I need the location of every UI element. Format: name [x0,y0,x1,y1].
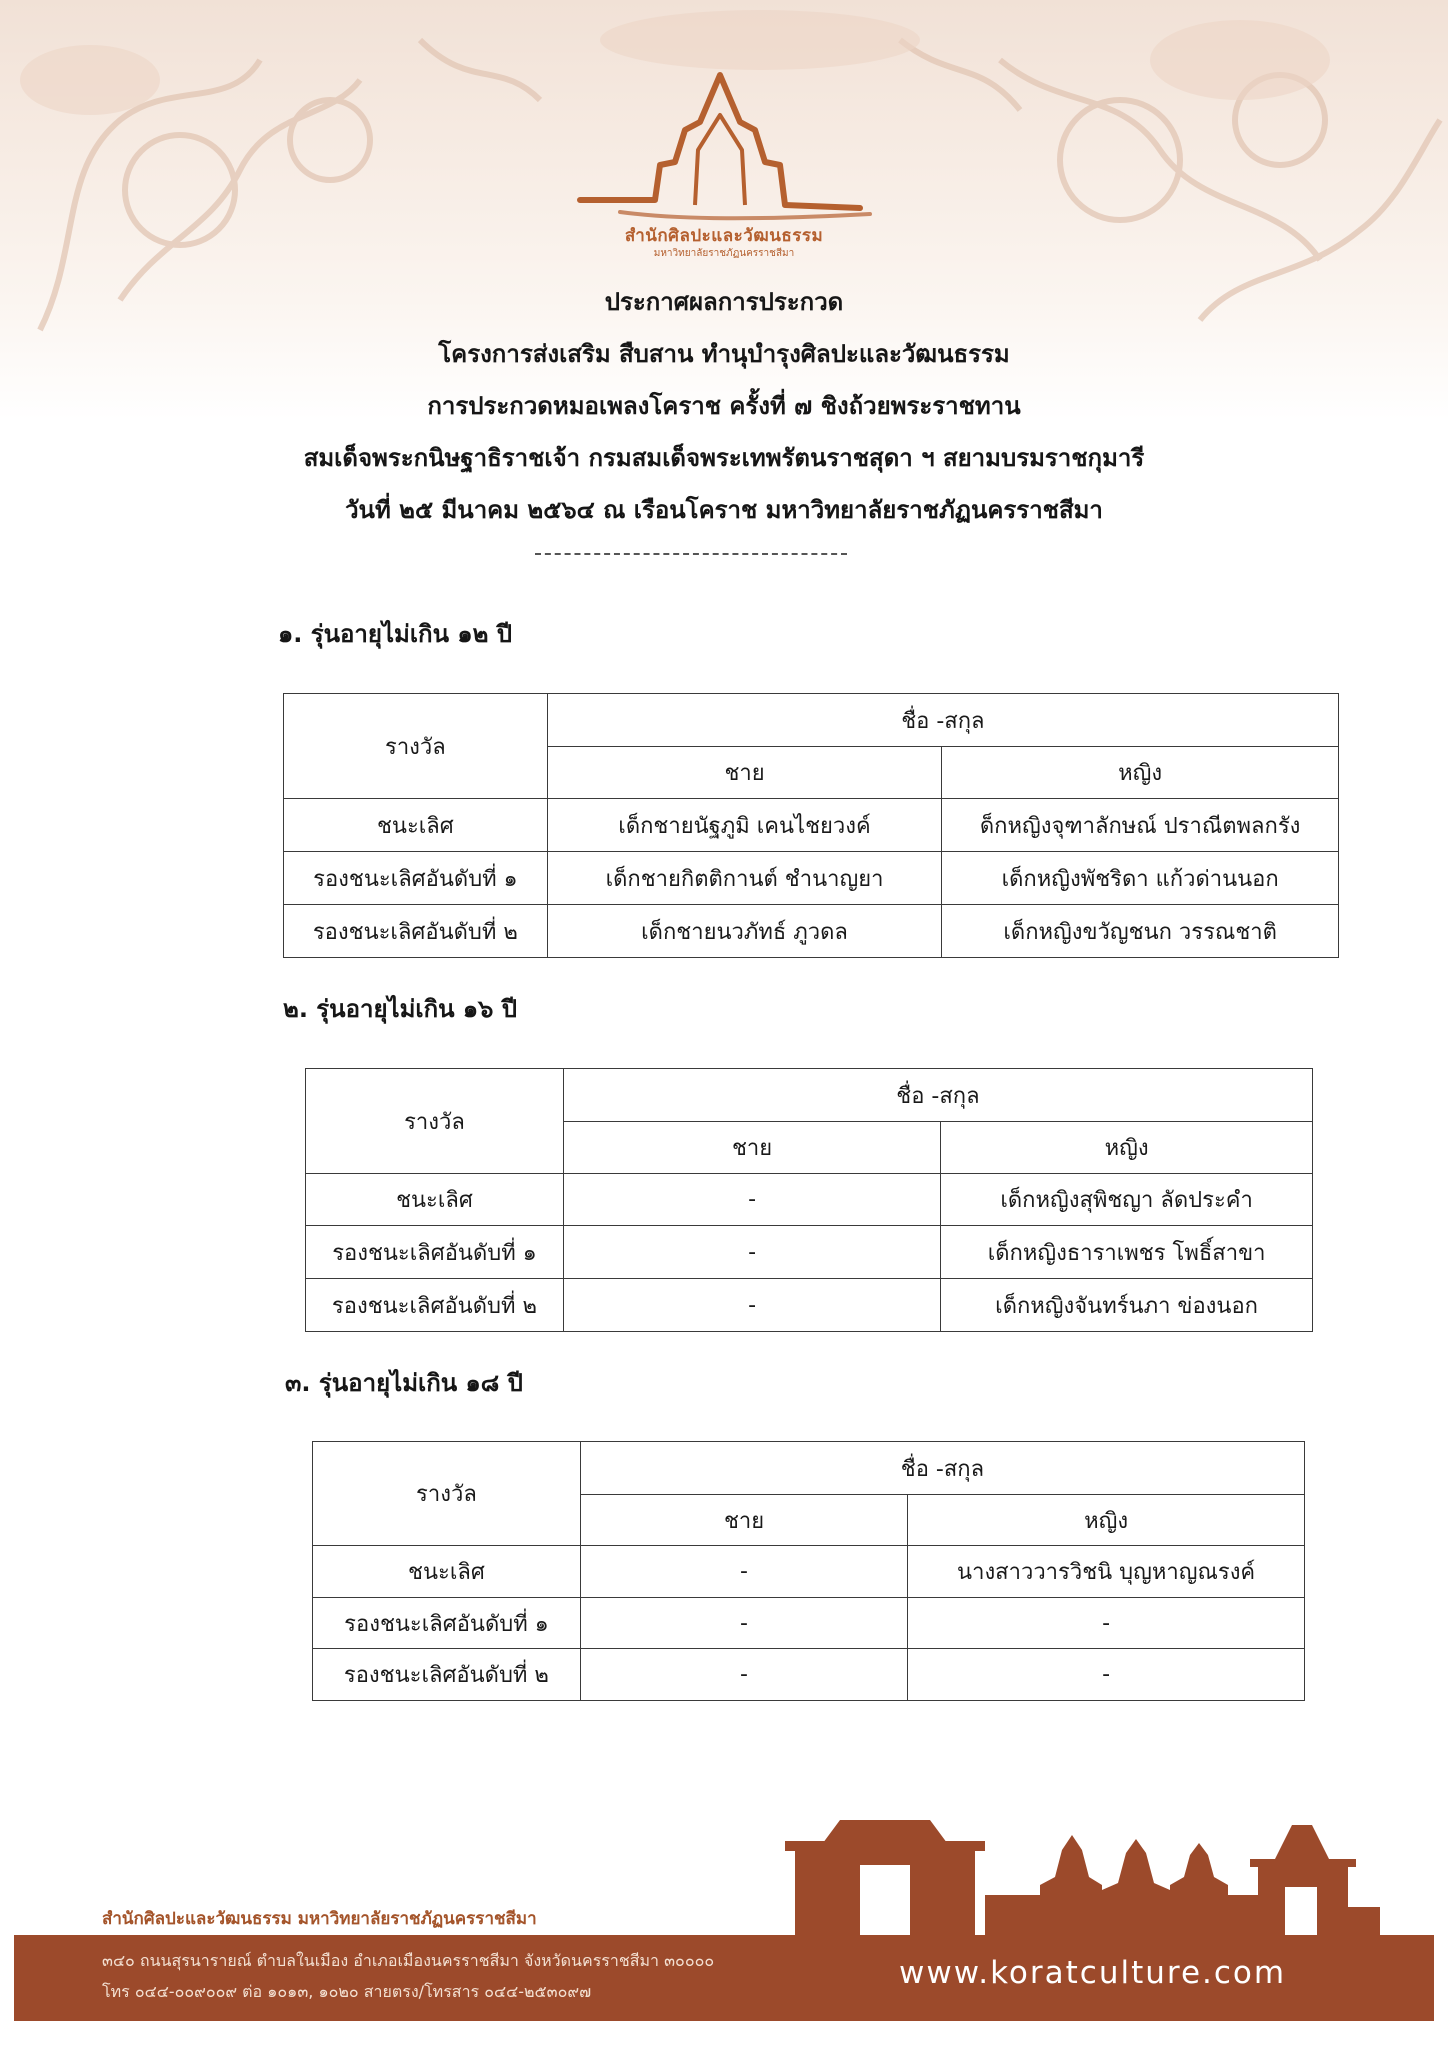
female-name-cell: เด็กหญิงจันทร์นภา ข่องนอก [941,1279,1313,1332]
section-heading: ๓. รุ่นอายุไม่เกิน ๑๘ ปี [285,1369,523,1397]
male-name-cell: - [563,1174,940,1226]
male-name-cell: - [563,1279,940,1332]
footer-phone: โทร ๐๔๔-๐๐๙๐๐๙ ต่อ ๑๐๑๓, ๑๐๒๐ สายตรง/โทรสาร ๐๔๔-๒๕๓๐๙๗ [102,1982,592,2001]
footer-org-name: สำนักศิลปะและวัฒนธรรม มหาวิทยาลัยราชภัฏนครราชสีมา [102,1909,537,1929]
award-header: รางวัล [306,1069,564,1174]
female-name-cell: เด็กหญิงธาราเพชร โพธิ์สาขา [941,1226,1313,1279]
male-name-cell: - [580,1598,907,1649]
name-header: ชื่อ -สกุล [547,694,1338,747]
dashed-separator [535,553,847,555]
footer-contact [102,1945,714,2007]
award-cell: รองชนะเลิศอันดับที่ ๑ [313,1598,581,1649]
male-name-cell: - [580,1546,907,1598]
female-name-cell: เด็กหญิงขวัญชนก วรรณชาติ [942,905,1339,958]
award-cell: รองชนะเลิศอันดับที่ ๒ [313,1649,581,1701]
female-name-cell: เด็กหญิงพัชริดา แก้วด่านนอก [942,852,1339,905]
org-name: สำนักศิลปะและวัฒนธรรม [624,226,824,246]
org-subtitle: มหาวิทยาลัยราชภัฏนครราชสีมา [653,248,795,259]
male-header: ชาย [547,747,942,799]
announcement-line: สมเด็จพระกนิษฐาธิราชเจ้า กรมสมเด็จพระเทพรัตนราชสุดา ฯ สยามบรมราชกุมารี [303,444,1145,472]
announcement-line: ประกาศผลการประกวด [604,288,844,316]
female-name-cell: - [908,1598,1305,1649]
section-heading: ๑. รุ่นอายุไม่เกิน ๑๒ ปี [278,620,512,648]
results-table-16 [305,1068,1313,1332]
award-cell: รองชนะเลิศอันดับที่ ๑ [306,1226,564,1279]
female-header: หญิง [908,1495,1305,1546]
announcement-line: การประกวดหมอเพลงโคราช ครั้งที่ ๗ ชิงถ้วยพระราชทาน [427,392,1021,420]
male-header: ชาย [580,1495,907,1546]
male-header: ชาย [563,1122,940,1174]
award-header: รางวัล [313,1442,581,1546]
announcement-line: โครงการส่งเสริม สืบสาน ทำนุบำรุงศิลปะและวัฒนธรรม [438,340,1010,368]
temple-skyline-icon [780,1795,1380,1937]
male-name-cell: เด็กชายนัฐภูมิ เคนไชยวงค์ [547,799,942,852]
announcement-line: วันที่ ๒๕ มีนาคม ๒๕๖๔ ณ เรือนโคราช มหาวิทยาลัยราชภัฏนครราชสีมา [345,496,1103,524]
results-table-18 [312,1441,1305,1701]
footer-band [14,1935,1434,2021]
announcement-title [0,276,1448,536]
male-name-cell: - [580,1649,907,1701]
award-cell: ชนะเลิศ [306,1174,564,1226]
award-cell: รองชนะเลิศอันดับที่ ๒ [306,1279,564,1332]
footer-address: ๓๔๐ ถนนสุรนารายณ์ ตำบลในเมือง อำเภอเมืองนครราชสีมา จังหวัดนครราชสีมา ๓๐๐๐๐ [102,1951,715,1970]
award-cell: ชนะเลิศ [284,799,548,852]
female-name-cell: เด็กหญิงสุพิชญา ลัดประคำ [941,1174,1313,1226]
section-heading: ๒. รุ่นอายุไม่เกิน ๑๖ ปี [283,995,517,1023]
female-name-cell: ด็กหญิงจุฑาลักษณ์ ปราณีตพลกรัง [942,799,1339,852]
award-cell: ชนะเลิศ [313,1546,581,1598]
male-name-cell: - [563,1226,940,1279]
female-name-cell: นางสาววารวิชนิ บุญหาญณรงค์ [908,1546,1305,1598]
footer-website-link[interactable]: www.koratculture.com [899,1955,1287,1991]
male-name-cell: เด็กชายกิตติกานต์ ชำนาญยา [547,852,942,905]
name-header: ชื่อ -สกุล [563,1069,1312,1122]
award-cell: รองชนะเลิศอันดับที่ ๒ [284,905,548,958]
award-header: รางวัล [284,694,548,799]
award-cell: รองชนะเลิศอันดับที่ ๑ [284,852,548,905]
name-header: ชื่อ -สกุล [580,1442,1304,1495]
female-name-cell: - [908,1649,1305,1701]
female-header: หญิง [941,1122,1313,1174]
results-table-12 [283,693,1339,958]
female-header: หญิง [942,747,1339,799]
male-name-cell: เด็กชายนวภัทธ์ ภูวดล [547,905,942,958]
